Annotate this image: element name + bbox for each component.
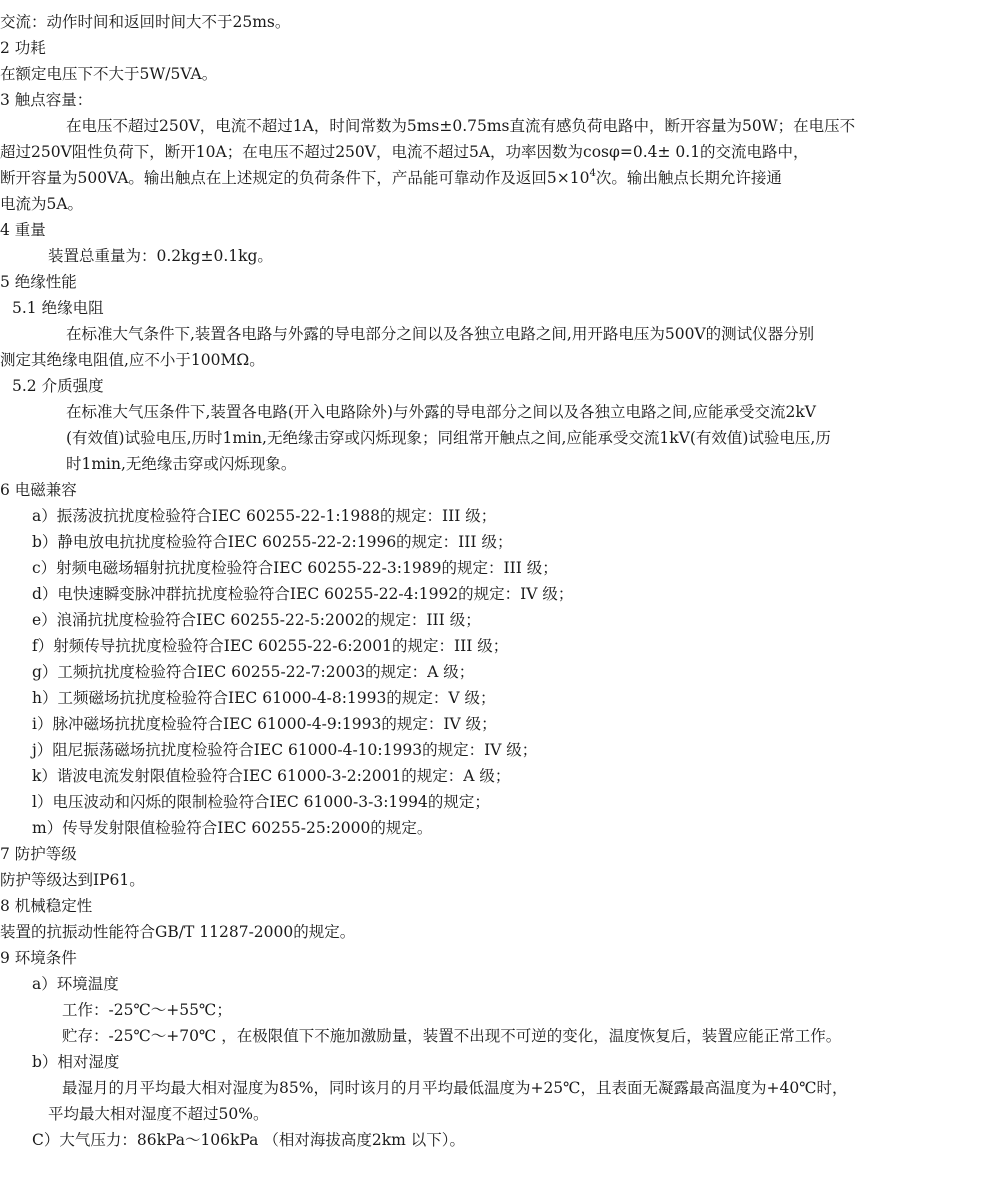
paragraph-text: 在标准大气压条件下,装置各电路(开入电路除外)与外露的导电部分之间以及各独立电路之间,应能承受交流2kV <box>66 403 816 421</box>
text-line <box>0 400 996 424</box>
section-heading: 3 触点容量： <box>0 91 93 109</box>
list-item: i）脉冲磁场抗扰度检验符合IEC 61000-4-9:1993的规定：IV 级； <box>32 715 497 733</box>
text-line <box>0 348 996 372</box>
paragraph-text: 超过250V阻性负荷下，断开10A；在电压不超过250V，电流不超过5A，功率因数为cosφ=0.4± 0.1的交流电路中， <box>0 143 809 161</box>
text-line <box>0 998 996 1022</box>
paragraph-text: 在电压不超过250V，电流不超过1A，时间常数为5ms±0.75ms直流有感负荷电路中，断开容量为50W；在电压不 <box>66 117 856 135</box>
list-item: l）电压波动和闪烁的限制检验符合IEC 61000-3-3:1994的规定； <box>32 793 490 811</box>
paragraph-text: 防护等级达到IP61。 <box>0 871 145 889</box>
list-item: a）环境温度 <box>32 975 119 993</box>
section-heading: 8 机械稳定性 <box>0 897 93 915</box>
paragraph-text: 贮存：-25℃～+70℃ ，在极限值下不施加激励量，装置不出现不可逆的变化，温度恢复后，装置应能正常工作。 <box>62 1027 842 1045</box>
list-item: a）振荡波抗扰度检验符合IEC 60255-22-1:1988的规定：III 级； <box>32 507 497 525</box>
text-line <box>0 244 996 268</box>
text-line <box>0 166 996 190</box>
text-line <box>0 114 996 138</box>
list-item: e）浪涌抗扰度检验符合IEC 60255-22-5:2002的规定：III 级； <box>32 611 481 629</box>
section-heading: 2 功耗 <box>0 39 46 57</box>
paragraph-text: 次。输出触点长期允许接通 <box>595 169 782 187</box>
paragraph-text: 测定其绝缘电阻值,应不小于100MΩ。 <box>0 351 265 369</box>
paragraph-text: (有效值)试验电压,历时1min,无绝缘击穿或闪烁现象；同组常开触点之间,应能承受交流1kV(有效值)试验电压,历 <box>66 429 831 447</box>
section-heading: 7 防护等级 <box>0 845 77 863</box>
list-item: h）工频磁场抗扰度检验符合IEC 61000-4-8:1993的规定：V 级； <box>32 689 496 707</box>
paragraph-text: 平均最大相对湿度不超过50%。 <box>48 1105 269 1123</box>
subsection-heading: 5.1 绝缘电阻 <box>12 299 104 317</box>
text-line <box>0 140 996 164</box>
section-heading: 6 电磁兼容 <box>0 481 77 499</box>
section-heading: 5 绝缘性能 <box>0 273 77 291</box>
text-line <box>0 10 996 34</box>
text-line <box>0 920 996 944</box>
section-heading: 9 环境条件 <box>0 949 77 967</box>
paragraph-text: 装置的抗振动性能符合GB/T 11287-2000的规定。 <box>0 923 356 941</box>
paragraph-text: 装置总重量为：0.2kg±0.1kg。 <box>48 247 273 265</box>
list-item: c）射频电磁场辐射抗扰度检验符合IEC 60255-22-3:1989的规定：III 级； <box>32 559 558 577</box>
paragraph-text: 时1min,无绝缘击穿或闪烁现象。 <box>66 455 297 473</box>
text-line <box>0 868 996 892</box>
list-item: b）静电放电抗扰度检验符合IEC 60255-22-2:1996的规定：III 级； <box>32 533 513 551</box>
section-heading: 4 重量 <box>0 221 46 239</box>
paragraph-text: 最湿月的月平均最大相对湿度为85%，同时该月的月平均最低温度为+25℃，且表面无凝露最高温度为+40℃时， <box>62 1079 848 1097</box>
subsection-heading: 5.2 介质强度 <box>12 377 104 395</box>
list-item: C）大气压力：86kPa～106kPa （相对海拔高度2km 以下）。 <box>32 1131 465 1149</box>
list-item: j）阻尼振荡磁场抗扰度检验符合IEC 61000-4-10:1993的规定：IV 级； <box>32 741 538 759</box>
list-item: g）工频抗扰度检验符合IEC 60255-22-7:2003的规定：A 级； <box>32 663 475 681</box>
text-line <box>0 192 996 216</box>
paragraph-text: 工作：-25℃～+55℃； <box>62 1001 232 1019</box>
list-item: m）传导发射限值检验符合IEC 60255-25:2000的规定。 <box>32 819 433 837</box>
paragraph-text: 在额定电压下不大于5W/5VA。 <box>0 65 218 83</box>
paragraph-text: 电流为5A。 <box>0 195 84 213</box>
paragraph-text: 断开容量为500VA。输出触点在上述规定的负荷条件下，产品能可靠动作及返回5×10 <box>0 169 590 187</box>
list-item: b）相对湿度 <box>32 1053 120 1071</box>
list-item: d）电快速瞬变脉冲群抗扰度检验符合IEC 60255-22-4:1992的规定：IV 级； <box>32 585 574 603</box>
text-line <box>0 452 996 476</box>
text-line <box>0 322 996 346</box>
paragraph-text: 交流：动作时间和返回时间大不于25ms。 <box>0 13 291 31</box>
text-line <box>0 62 996 86</box>
list-item: k）谐波电流发射限值检验符合IEC 61000-3-2:2001的规定：A 级； <box>32 767 511 785</box>
text-line <box>0 1076 996 1100</box>
list-item: f）射频传导抗扰度检验符合IEC 60255-22-6:2001的规定：III 级； <box>32 637 509 655</box>
text-line <box>0 1024 996 1048</box>
text-line <box>0 426 996 450</box>
superscript-exponent: 4 <box>589 167 596 179</box>
paragraph-text: 在标准大气条件下,装置各电路与外露的导电部分之间以及各独立电路之间,用开路电压为500V的测试仪器分别 <box>66 325 815 343</box>
text-line <box>0 1102 996 1126</box>
